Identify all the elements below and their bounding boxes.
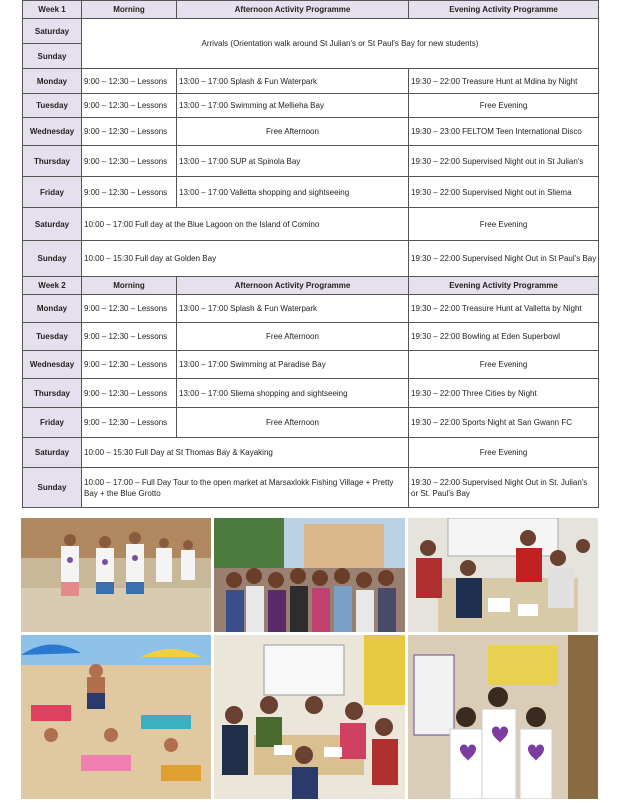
evening-cell: 19:30 – 22:00 Treasure Hunt at Valletta by Night — [409, 295, 599, 323]
photo-boys-with-heart-shirts — [408, 635, 598, 799]
day-cell: Friday — [23, 177, 82, 208]
table-row — [23, 146, 599, 177]
day-cell: Thursday — [23, 146, 82, 177]
fullday-cell: 10:00 – 17:00 Full day at the Blue Lagoon on the Island of Comino — [82, 208, 409, 241]
table-row — [23, 468, 599, 508]
day-cell: Tuesday — [23, 94, 82, 118]
evening-cell: 19:30 – 22:00 Supervised Night Out in St. Julian's or St. Paul's Bay — [409, 468, 599, 508]
table-row — [23, 295, 599, 323]
evening-cell: 19:30 – 22:00 Supervised Night out in St Julian's — [409, 146, 599, 177]
evening-header: Evening Activity Programme — [409, 277, 599, 295]
evening-cell: 19:30 – 22:00 Treasure Hunt at Mdina by Night — [409, 69, 599, 94]
evening-cell: 19:30 – 22:00 Three Cities by Night — [409, 379, 599, 408]
afternoon-cell: Free Afternoon — [177, 408, 409, 438]
evening-cell: 19:30 – 22:00 Supervised Night Out in St Paul's Bay — [409, 241, 599, 277]
afternoon-header: Afternoon Activity Programme — [177, 277, 409, 295]
morning-cell: 9:00 – 12:30 – Lessons — [82, 351, 177, 379]
table-row — [23, 408, 599, 438]
afternoon-cell: 13:00 – 17:00 Splash & Fun Waterpark — [177, 69, 409, 94]
evening-cell: Free Evening — [409, 208, 599, 241]
afternoon-cell: 13:00 – 17:00 Swimming at Paradise Bay — [177, 351, 409, 379]
photo-classroom-study — [408, 518, 598, 632]
day-cell: Saturday — [23, 19, 82, 44]
fullday-cell: 10:00 – 15:30 Full Day at St Thomas Bay & Kayaking — [82, 438, 409, 468]
photo-group-of-girls — [214, 518, 405, 632]
morning-cell: 9:00 – 12:30 – Lessons — [82, 323, 177, 351]
day-cell: Wednesday — [23, 118, 82, 146]
week-label: Week 1 — [23, 1, 82, 19]
photo-students-walking — [21, 518, 211, 632]
table-row — [23, 438, 599, 468]
afternoon-header: Afternoon Activity Programme — [177, 1, 409, 19]
evening-header: Evening Activity Programme — [409, 1, 599, 19]
fullday-cell: 10:00 – 17:00 – Full Day Tour to the open market at Marsaxlokk Fishing Village + Pretty Bay + the Blue Grotto — [82, 468, 409, 508]
afternoon-cell: 13:00 – 17:00 Sliema shopping and sightseeing — [177, 379, 409, 408]
table-row — [23, 379, 599, 408]
schedule-table — [22, 0, 599, 508]
day-cell: Friday — [23, 408, 82, 438]
table-row — [23, 19, 599, 44]
afternoon-cell: 13:00 – 17:00 Splash & Fun Waterpark — [177, 295, 409, 323]
week1-header-row — [23, 1, 599, 19]
morning-cell: 9:00 – 12:30 – Lessons — [82, 94, 177, 118]
week2-header-row — [23, 277, 599, 295]
evening-cell: 19:30 – 22:00 Supervised Night out in Sliema — [409, 177, 599, 208]
afternoon-cell: 13:00 – 17:00 Swimming at Mellieha Bay — [177, 94, 409, 118]
arrivals-cell: Arrivals (Orientation walk around St Julian's or St Paul's Bay for new students) — [82, 19, 599, 69]
table-row — [23, 208, 599, 241]
table-row — [23, 323, 599, 351]
day-cell: Saturday — [23, 208, 82, 241]
week-label: Week 2 — [23, 277, 82, 295]
day-cell: Tuesday — [23, 323, 82, 351]
afternoon-cell: 13:00 – 17:00 Valletta shopping and sightseeing — [177, 177, 409, 208]
fullday-cell: 10:00 – 15:30 Full day at Golden Bay — [82, 241, 409, 277]
morning-cell: 9:00 – 12:30 – Lessons — [82, 69, 177, 94]
evening-cell: Free Evening — [409, 438, 599, 468]
afternoon-cell: 13:00 – 17:00 SUP at Spinola Bay — [177, 146, 409, 177]
photo-beach-crowd — [21, 635, 211, 799]
morning-cell: 9:00 – 12:30 – Lessons — [82, 408, 177, 438]
morning-cell: 9:00 – 12:30 – Lessons — [82, 295, 177, 323]
table-row — [23, 351, 599, 379]
morning-cell: 9:00 – 12:30 – Lessons — [82, 118, 177, 146]
morning-cell: 9:00 – 12:30 – Lessons — [82, 379, 177, 408]
table-row — [23, 69, 599, 94]
day-cell: Saturday — [23, 438, 82, 468]
morning-header: Morning — [82, 277, 177, 295]
afternoon-cell: Free Afternoon — [177, 118, 409, 146]
morning-header: Morning — [82, 1, 177, 19]
table-row — [23, 177, 599, 208]
table-row — [23, 94, 599, 118]
day-cell: Thursday — [23, 379, 82, 408]
table-row — [23, 118, 599, 146]
morning-cell: 9:00 – 12:30 – Lessons — [82, 177, 177, 208]
evening-cell: 19:30 – 23:00 FELTOM Teen International Disco — [409, 118, 599, 146]
day-cell: Monday — [23, 69, 82, 94]
day-cell: Sunday — [23, 44, 82, 69]
morning-cell: 9:00 – 12:30 – Lessons — [82, 146, 177, 177]
evening-cell: 19:30 – 22:00 Bowling at Eden Superbowl — [409, 323, 599, 351]
evening-cell: 19:30 – 22:00 Sports Night at San Gwann FC — [409, 408, 599, 438]
evening-cell: Free Evening — [409, 94, 599, 118]
day-cell: Wednesday — [23, 351, 82, 379]
day-cell: Sunday — [23, 468, 82, 508]
photo-classroom-table — [214, 635, 405, 799]
evening-cell: Free Evening — [409, 351, 599, 379]
table-row — [23, 241, 599, 277]
day-cell: Monday — [23, 295, 82, 323]
afternoon-cell: Free Afternoon — [177, 323, 409, 351]
day-cell: Sunday — [23, 241, 82, 277]
